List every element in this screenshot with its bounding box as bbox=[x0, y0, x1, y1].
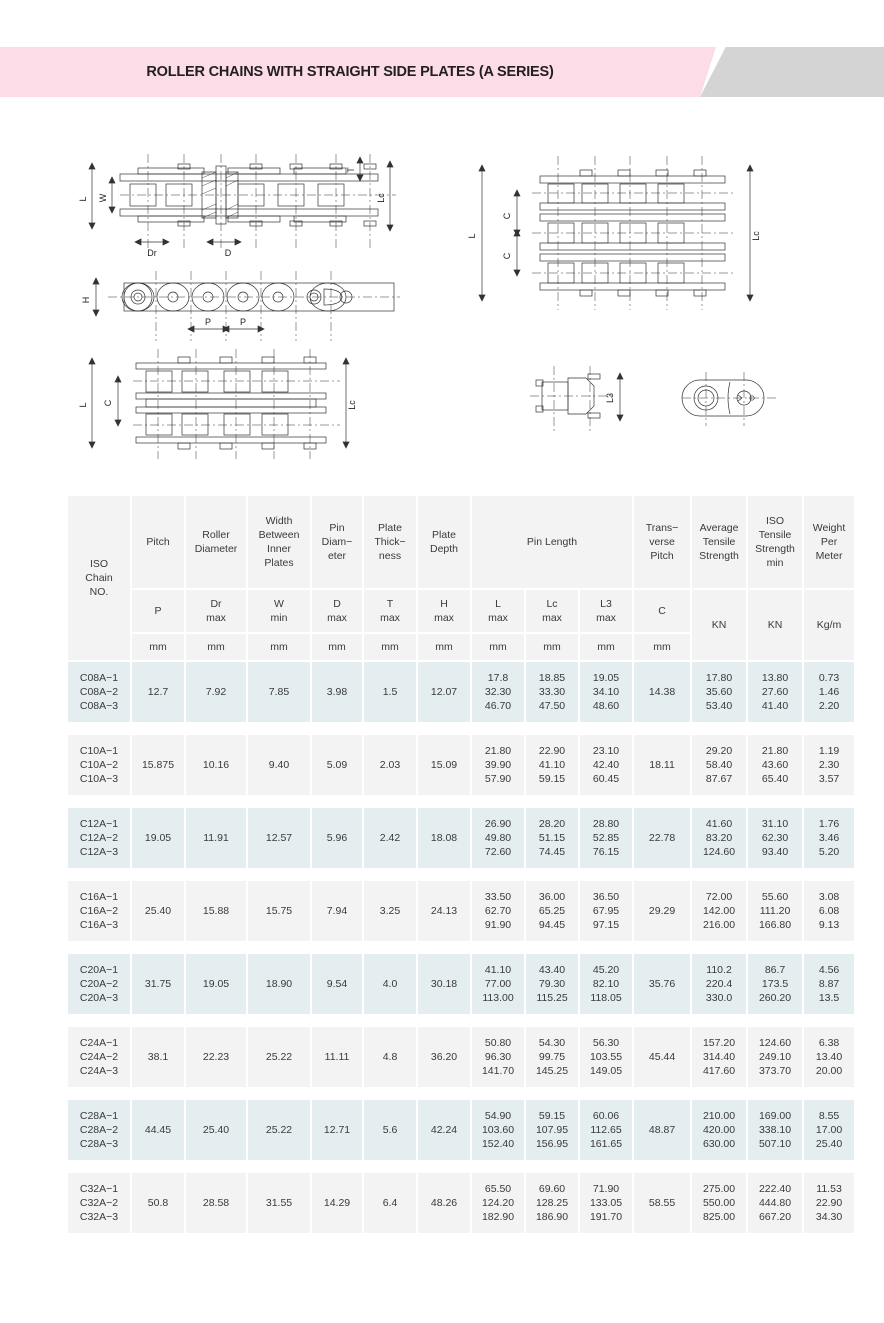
cell-pin-length-l3: 56.30 103.55 149.05 bbox=[580, 1027, 632, 1087]
col-header-transverse-pitch bbox=[634, 496, 690, 588]
cell-plate-thickness: 2.03 bbox=[364, 735, 416, 795]
cell-pitch: 25.40 bbox=[132, 881, 184, 941]
iso-tensile-line-4: min bbox=[766, 557, 784, 570]
cell-pin-diameter: 5.96 bbox=[312, 808, 362, 868]
cell-pitch: 19.05 bbox=[132, 808, 184, 868]
weight-line-2: Per bbox=[820, 535, 838, 548]
cell-iso-chain-no: C10A−1 C10A−2 C10A−3 bbox=[68, 735, 130, 795]
cell-plate-thickness: 6.4 bbox=[364, 1173, 416, 1233]
chain-side-view bbox=[78, 265, 408, 355]
row-spacer bbox=[68, 870, 854, 879]
label-D: D bbox=[224, 248, 232, 258]
cell-iso-tensile-strength: 169.00 338.10 507.10 bbox=[748, 1100, 802, 1160]
plate-thick-line-1: Plate bbox=[378, 521, 402, 534]
cell-pin-diameter: 12.71 bbox=[312, 1100, 362, 1160]
label-P-1: P bbox=[204, 317, 212, 327]
unit-p: mm bbox=[132, 634, 184, 660]
symbol-c-main: C bbox=[658, 604, 666, 617]
cell-weight-per-meter: 1.76 3.46 5.20 bbox=[804, 808, 854, 868]
cell-plate-thickness: 5.6 bbox=[364, 1100, 416, 1160]
table-body bbox=[68, 662, 854, 1233]
plate-depth-line-2: Depth bbox=[429, 543, 459, 555]
cell-plate-thickness: 2.42 bbox=[364, 808, 416, 868]
cell-iso-chain-no: C24A−1 C24A−2 C24A−3 bbox=[68, 1027, 130, 1087]
cell-pin-length-l: 50.80 96.30 141.70 bbox=[472, 1027, 524, 1087]
cell-average-tensile-strength: 275.00 550.00 825.00 bbox=[692, 1173, 746, 1233]
iso-line-3: NO. bbox=[89, 586, 109, 599]
cell-pin-length-lc: 18.85 33.30 47.50 bbox=[526, 662, 578, 722]
cell-iso-tensile-strength: 222.40 444.80 667.20 bbox=[748, 1173, 802, 1233]
cell-width-between-inner-plates: 9.40 bbox=[248, 735, 310, 795]
label-L: L bbox=[78, 402, 88, 408]
cell-plate-depth: 36.20 bbox=[418, 1027, 470, 1087]
avg-tensile-line-2: Tensile bbox=[702, 535, 736, 548]
symbol-t-main: T bbox=[386, 597, 394, 610]
row-spacer bbox=[68, 1162, 854, 1171]
cell-plate-thickness: 4.0 bbox=[364, 954, 416, 1014]
cell-plate-depth: 42.24 bbox=[418, 1100, 470, 1160]
table-header bbox=[68, 496, 854, 660]
symbol-w-main: W bbox=[274, 597, 284, 610]
cell-weight-per-meter: 4.56 8.87 13.5 bbox=[804, 954, 854, 1014]
cell-plate-depth: 48.26 bbox=[418, 1173, 470, 1233]
pin-diam-line-2: Diam− bbox=[321, 535, 353, 548]
row-spacer bbox=[68, 724, 854, 733]
cell-pitch: 38.1 bbox=[132, 1027, 184, 1087]
cell-pin-diameter: 7.94 bbox=[312, 881, 362, 941]
pitch-label: Pitch bbox=[146, 535, 170, 548]
cell-pin-diameter: 3.98 bbox=[312, 662, 362, 722]
cell-roller-diameter: 25.40 bbox=[186, 1100, 246, 1160]
cell-transverse-pitch: 18.11 bbox=[634, 735, 690, 795]
width-line-1: Width bbox=[265, 514, 293, 527]
table-row bbox=[68, 735, 854, 795]
pin-length-label: Pin Length bbox=[526, 535, 578, 548]
symbol-dr bbox=[186, 590, 246, 632]
cell-width-between-inner-plates: 7.85 bbox=[248, 662, 310, 722]
cell-transverse-pitch: 14.38 bbox=[634, 662, 690, 722]
cell-roller-diameter: 7.92 bbox=[186, 662, 246, 722]
cell-iso-tensile-strength: 55.60 111.20 166.80 bbox=[748, 881, 802, 941]
cell-transverse-pitch: 22.78 bbox=[634, 808, 690, 868]
table-row bbox=[68, 1100, 854, 1160]
cell-pin-length-l3: 23.10 42.40 60.45 bbox=[580, 735, 632, 795]
symbol-l3 bbox=[580, 590, 632, 632]
avg-tensile-line-1: Average bbox=[699, 521, 739, 534]
banner-gray-fill bbox=[700, 47, 884, 97]
label-P-2: P bbox=[239, 317, 247, 327]
table-row bbox=[68, 662, 854, 722]
col-header-weight-per-meter bbox=[804, 496, 854, 588]
cell-weight-per-meter: 1.19 2.30 3.57 bbox=[804, 735, 854, 795]
cell-pin-length-l3: 36.50 67.95 97.15 bbox=[580, 881, 632, 941]
iso-line-2: Chain bbox=[85, 571, 113, 584]
cell-pitch: 15.875 bbox=[132, 735, 184, 795]
row-spacer bbox=[68, 1016, 854, 1025]
cell-iso-tensile-strength: 21.80 43.60 65.40 bbox=[748, 735, 802, 795]
triplex-chain-end-view bbox=[462, 148, 780, 316]
cell-pin-length-l3: 60.06 112.65 161.65 bbox=[580, 1100, 632, 1160]
unit-t: mm bbox=[364, 634, 416, 660]
pin-diam-line-1: Pin bbox=[329, 521, 345, 534]
cell-pin-length-l: 26.90 49.80 72.60 bbox=[472, 808, 524, 868]
roller-diam-line-2: Diameter bbox=[194, 543, 238, 555]
symbol-p bbox=[132, 590, 184, 632]
cell-iso-chain-no: C16A−1 C16A−2 C16A−3 bbox=[68, 881, 130, 941]
cell-width-between-inner-plates: 15.75 bbox=[248, 881, 310, 941]
link-plan-view bbox=[676, 370, 786, 430]
symbol-kgm-main: Kg/m bbox=[816, 618, 842, 631]
cell-iso-tensile-strength: 13.80 27.60 41.40 bbox=[748, 662, 802, 722]
label-W: W bbox=[98, 193, 108, 203]
cell-width-between-inner-plates: 25.22 bbox=[248, 1027, 310, 1087]
symbol-kn-iso bbox=[748, 590, 802, 660]
label-T: T bbox=[346, 167, 356, 173]
unit-d: mm bbox=[312, 634, 362, 660]
cell-pin-length-l: 65.50 124.20 182.90 bbox=[472, 1173, 524, 1233]
symbol-lc bbox=[526, 590, 578, 632]
cell-pin-length-l: 17.8 32.30 46.70 bbox=[472, 662, 524, 722]
cell-pin-length-l: 33.50 62.70 91.90 bbox=[472, 881, 524, 941]
cell-pin-length-lc: 28.20 51.15 74.45 bbox=[526, 808, 578, 868]
weight-line-1: Weight bbox=[812, 521, 846, 534]
cell-iso-chain-no: C08A−1 C08A−2 C08A−3 bbox=[68, 662, 130, 722]
symbol-h-sub: max bbox=[434, 612, 454, 624]
row-spacer bbox=[68, 797, 854, 806]
cell-width-between-inner-plates: 12.57 bbox=[248, 808, 310, 868]
unit-lc: mm bbox=[526, 634, 578, 660]
cell-pitch: 12.7 bbox=[132, 662, 184, 722]
symbol-w-sub: min bbox=[270, 612, 288, 624]
cell-iso-chain-no: C32A−1 C32A−2 C32A−3 bbox=[68, 1173, 130, 1233]
cell-pin-length-lc: 36.00 65.25 94.45 bbox=[526, 881, 578, 941]
cell-roller-diameter: 22.23 bbox=[186, 1027, 246, 1087]
cell-pitch: 50.8 bbox=[132, 1173, 184, 1233]
cell-pitch: 44.45 bbox=[132, 1100, 184, 1160]
row-spacer bbox=[68, 1089, 854, 1098]
cell-average-tensile-strength: 210.00 420.00 630.00 bbox=[692, 1100, 746, 1160]
roller-chain-spec-table bbox=[66, 494, 856, 1235]
cell-plate-depth: 15.09 bbox=[418, 735, 470, 795]
cell-plate-depth: 24.13 bbox=[418, 881, 470, 941]
page-title: ROLLER CHAINS WITH STRAIGHT SIDE PLATES (A SERIES) bbox=[146, 64, 554, 80]
iso-tensile-line-3: Strength bbox=[755, 543, 795, 555]
header-row-symbols bbox=[68, 590, 854, 632]
label-H: H bbox=[81, 296, 91, 304]
cell-plate-depth: 30.18 bbox=[418, 954, 470, 1014]
label-C-1: C bbox=[502, 212, 512, 220]
table-row bbox=[68, 1027, 854, 1087]
cell-weight-per-meter: 8.55 17.00 25.40 bbox=[804, 1100, 854, 1160]
cell-pin-length-l3: 71.90 133.05 191.70 bbox=[580, 1173, 632, 1233]
avg-tensile-line-3: Strength bbox=[699, 550, 739, 563]
symbol-t-sub: max bbox=[380, 612, 400, 624]
table-row bbox=[68, 881, 854, 941]
technical-drawings-area bbox=[0, 130, 884, 480]
cell-pin-length-l: 41.10 77.00 113.00 bbox=[472, 954, 524, 1014]
cell-pin-length-lc: 43.40 79.30 115.25 bbox=[526, 954, 578, 1014]
table-row bbox=[68, 1173, 854, 1233]
symbol-h-main: H bbox=[440, 597, 448, 610]
width-line-2: Between bbox=[258, 528, 300, 541]
symbol-l bbox=[472, 590, 524, 632]
symbol-w bbox=[248, 590, 310, 632]
iso-line-1: ISO bbox=[89, 557, 109, 570]
symbol-kn-average bbox=[692, 590, 746, 660]
symbol-kn-avg-main: KN bbox=[711, 618, 727, 631]
table-row bbox=[68, 808, 854, 868]
weight-line-3: Meter bbox=[815, 550, 843, 563]
cell-transverse-pitch: 58.55 bbox=[634, 1173, 690, 1233]
unit-dr: mm bbox=[186, 634, 246, 660]
symbol-d bbox=[312, 590, 362, 632]
cell-roller-diameter: 10.16 bbox=[186, 735, 246, 795]
cell-pin-diameter: 14.29 bbox=[312, 1173, 362, 1233]
label-L: L bbox=[78, 196, 88, 202]
col-header-pitch bbox=[132, 496, 184, 588]
width-line-4: Plates bbox=[264, 557, 294, 570]
header-row-titles bbox=[68, 496, 854, 588]
symbol-l3-sub: max bbox=[596, 612, 616, 624]
symbol-kn-iso-main: KN bbox=[767, 618, 783, 631]
cell-average-tensile-strength: 17.80 35.60 53.40 bbox=[692, 662, 746, 722]
symbol-dr-sub: max bbox=[206, 612, 226, 624]
col-header-pin-diameter bbox=[312, 496, 362, 588]
symbol-kg-per-m bbox=[804, 590, 854, 660]
cell-average-tensile-strength: 72.00 142.00 216.00 bbox=[692, 881, 746, 941]
col-header-average-tensile-strength bbox=[692, 496, 746, 588]
col-header-width-between-inner-plates bbox=[248, 496, 310, 588]
cell-average-tensile-strength: 29.20 58.40 87.67 bbox=[692, 735, 746, 795]
unit-w: mm bbox=[248, 634, 310, 660]
cell-roller-diameter: 15.88 bbox=[186, 881, 246, 941]
symbol-t bbox=[364, 590, 416, 632]
cell-plate-thickness: 3.25 bbox=[364, 881, 416, 941]
cell-width-between-inner-plates: 18.90 bbox=[248, 954, 310, 1014]
cell-pin-diameter: 5.09 bbox=[312, 735, 362, 795]
label-Lc: Lc bbox=[376, 193, 386, 203]
cell-roller-diameter: 11.91 bbox=[186, 808, 246, 868]
cell-weight-per-meter: 3.08 6.08 9.13 bbox=[804, 881, 854, 941]
transverse-line-3: Pitch bbox=[650, 550, 674, 563]
cell-weight-per-meter: 0.73 1.46 2.20 bbox=[804, 662, 854, 722]
cell-transverse-pitch: 29.29 bbox=[634, 881, 690, 941]
cell-iso-chain-no: C12A−1 C12A−2 C12A−3 bbox=[68, 808, 130, 868]
cell-transverse-pitch: 48.87 bbox=[634, 1100, 690, 1160]
cell-pin-length-l: 54.90 103.60 152.40 bbox=[472, 1100, 524, 1160]
cell-roller-diameter: 28.58 bbox=[186, 1173, 246, 1233]
cell-iso-tensile-strength: 31.10 62.30 93.40 bbox=[748, 808, 802, 868]
symbol-l-sub: max bbox=[488, 612, 508, 624]
cell-iso-chain-no: C20A−1 C20A−2 C20A−3 bbox=[68, 954, 130, 1014]
label-Lc: Lc bbox=[751, 231, 761, 241]
plate-thick-line-3: ness bbox=[378, 550, 402, 563]
iso-tensile-line-1: ISO bbox=[765, 514, 785, 527]
cell-pin-length-lc: 54.30 99.75 145.25 bbox=[526, 1027, 578, 1087]
cell-width-between-inner-plates: 25.22 bbox=[248, 1100, 310, 1160]
symbol-h bbox=[418, 590, 470, 632]
cell-plate-thickness: 4.8 bbox=[364, 1027, 416, 1087]
symbol-lc-sub: max bbox=[542, 612, 562, 624]
pin-diam-line-3: eter bbox=[327, 550, 347, 563]
unit-l3: mm bbox=[580, 634, 632, 660]
specification-table-container bbox=[66, 494, 846, 1235]
cell-pin-length-lc: 69.60 128.25 186.90 bbox=[526, 1173, 578, 1233]
cell-transverse-pitch: 35.76 bbox=[634, 954, 690, 1014]
cell-pitch: 31.75 bbox=[132, 954, 184, 1014]
unit-l: mm bbox=[472, 634, 524, 660]
symbol-c bbox=[634, 590, 690, 632]
cell-transverse-pitch: 45.44 bbox=[634, 1027, 690, 1087]
offset-link-view bbox=[524, 360, 654, 440]
label-C: C bbox=[103, 399, 113, 407]
col-header-pin-length bbox=[472, 496, 632, 588]
symbol-p-main: P bbox=[154, 604, 162, 617]
col-header-iso-chain-no bbox=[68, 496, 130, 660]
col-header-iso-tensile-strength-min bbox=[748, 496, 802, 588]
transverse-line-2: verse bbox=[649, 535, 675, 548]
cell-roller-diameter: 19.05 bbox=[186, 954, 246, 1014]
cell-pin-length-l3: 28.80 52.85 76.15 bbox=[580, 808, 632, 868]
col-header-plate-thickness bbox=[364, 496, 416, 588]
symbol-d-sub: max bbox=[327, 612, 347, 624]
transverse-line-1: Trans− bbox=[645, 521, 679, 534]
symbol-dr-main: Dr bbox=[210, 597, 222, 610]
roller-diam-line-1: Roller bbox=[202, 528, 230, 541]
label-L3: L3 bbox=[605, 392, 615, 404]
width-line-3: Inner bbox=[267, 543, 291, 555]
cell-iso-tensile-strength: 124.60 249.10 373.70 bbox=[748, 1027, 802, 1087]
cell-pin-length-lc: 22.90 41.10 59.15 bbox=[526, 735, 578, 795]
cell-width-between-inner-plates: 31.55 bbox=[248, 1173, 310, 1233]
symbol-l3-main: L3 bbox=[600, 597, 612, 610]
label-L: L bbox=[467, 233, 477, 239]
cell-weight-per-meter: 11.53 22.90 34.30 bbox=[804, 1173, 854, 1233]
cell-pin-length-l3: 45.20 82.10 118.05 bbox=[580, 954, 632, 1014]
cell-average-tensile-strength: 157.20 314.40 417.60 bbox=[692, 1027, 746, 1087]
cell-pin-length-lc: 59.15 107.95 156.95 bbox=[526, 1100, 578, 1160]
label-Dr: Dr bbox=[147, 248, 157, 258]
iso-tensile-line-2: Tensile bbox=[758, 528, 792, 541]
cell-plate-depth: 12.07 bbox=[418, 662, 470, 722]
cell-iso-chain-no: C28A−1 C28A−2 C28A−3 bbox=[68, 1100, 130, 1160]
cell-pin-length-l3: 19.05 34.10 48.60 bbox=[580, 662, 632, 722]
symbol-d-main: D bbox=[333, 597, 341, 610]
label-C-2: C bbox=[502, 252, 512, 260]
cell-pin-diameter: 9.54 bbox=[312, 954, 362, 1014]
cell-weight-per-meter: 6.38 13.40 20.00 bbox=[804, 1027, 854, 1087]
label-Lc: Lc bbox=[347, 400, 357, 410]
plate-depth-line-1: Plate bbox=[432, 528, 456, 541]
cell-iso-tensile-strength: 86.7 173.5 260.20 bbox=[748, 954, 802, 1014]
cell-pin-diameter: 11.11 bbox=[312, 1027, 362, 1087]
row-spacer bbox=[68, 943, 854, 952]
unit-c: mm bbox=[634, 634, 690, 660]
duplex-chain-end-view bbox=[78, 345, 378, 463]
unit-h: mm bbox=[418, 634, 470, 660]
table-row bbox=[68, 954, 854, 1014]
cell-average-tensile-strength: 110.2 220.4 330.0 bbox=[692, 954, 746, 1014]
col-header-roller-diameter bbox=[186, 496, 246, 588]
page-header-banner bbox=[0, 47, 884, 97]
cell-average-tensile-strength: 41.60 83.20 124.60 bbox=[692, 808, 746, 868]
cell-plate-depth: 18.08 bbox=[418, 808, 470, 868]
plate-thick-line-2: Thick− bbox=[374, 535, 406, 548]
symbol-lc-main: Lc bbox=[546, 597, 558, 610]
cell-plate-thickness: 1.5 bbox=[364, 662, 416, 722]
simplex-chain-section-view bbox=[78, 148, 398, 268]
col-header-plate-depth bbox=[418, 496, 470, 588]
cell-pin-length-l: 21.80 39.90 57.90 bbox=[472, 735, 524, 795]
symbol-l-main: L bbox=[495, 597, 501, 610]
